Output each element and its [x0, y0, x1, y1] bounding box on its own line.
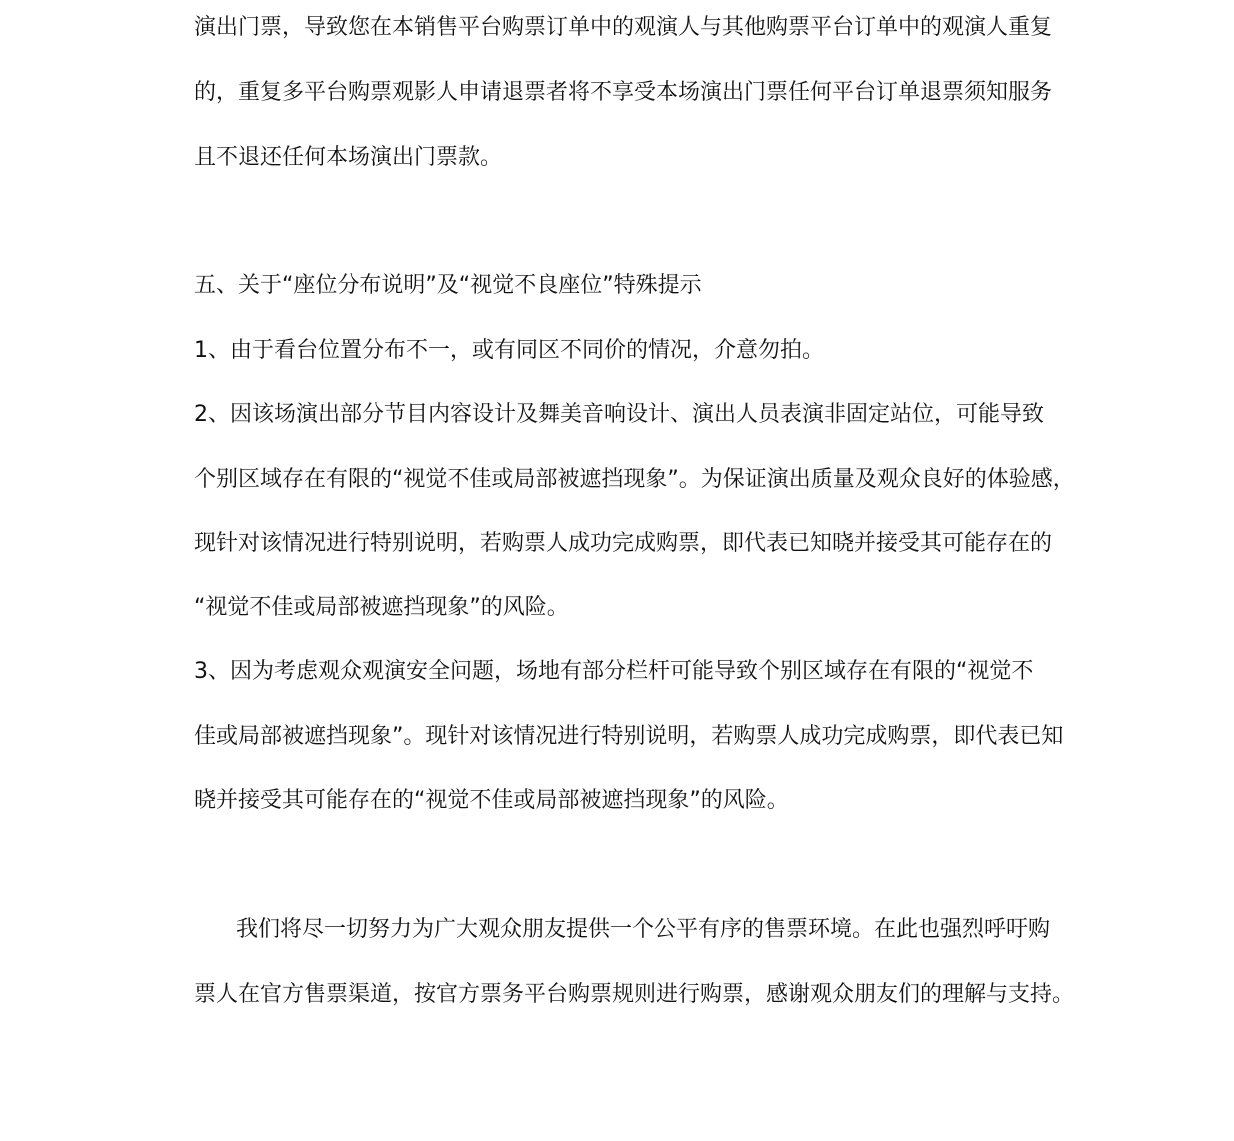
intro-line-2: 的，重复多平台购票观影人申请退票者将不享受本场演出门票任何平台订单退票须知服务 — [194, 80, 1053, 105]
item-3-line-2: 佳或局部被遮挡现象”。现针对该情况进行特别说明，若购票人成功完成购票，即代表已知 — [194, 724, 1064, 749]
closing-line-1: 我们将尽一切努力为广大观众朋友提供一个公平有序的售票环境。在此也强烈呼吁购 — [236, 917, 1051, 942]
item-2-line-3: 现针对该情况进行特别说明，若购票人成功完成购票，即代表已知晓并接受其可能存在的 — [194, 531, 1053, 556]
section-five-heading: 五、关于“座位分布说明”及“视觉不良座位”特殊提示 — [194, 273, 702, 298]
item-1-line-1: 1、由于看台位置分布不一，或有同区不同价的情况，介意勿拍。 — [194, 338, 824, 363]
intro-line-1: 演出门票，导致您在本销售平台购票订单中的观演人与其他购票平台订单中的观演人重复 — [194, 15, 1053, 40]
closing-line-2: 票人在官方售票渠道，按官方票务平台购票规则进行购票，感谢观众朋友们的理解与支持。 — [194, 982, 1075, 1007]
item-2-line-4: “视觉不佳或局部被遮挡现象”的风险。 — [194, 595, 569, 620]
item-3-line-3: 晓并接受其可能存在的“视觉不佳或局部被遮挡现象”的风险。 — [194, 788, 789, 813]
item-3-line-1: 3、因为考虑观众观演安全问题，场地有部分栏杆可能导致个别区域存在有限的“视觉不 — [194, 659, 1034, 684]
intro-line-3: 且不退还任何本场演出门票款。 — [194, 145, 503, 170]
item-2-line-2: 个别区域存在有限的“视觉不佳或局部被遮挡现象”。为保证演出质量及观众良好的体验感， — [194, 467, 1075, 492]
item-2-line-1: 2、因该场演出部分节目内容设计及舞美音响设计、演出人员表演非固定站位，可能导致 — [194, 402, 1044, 427]
